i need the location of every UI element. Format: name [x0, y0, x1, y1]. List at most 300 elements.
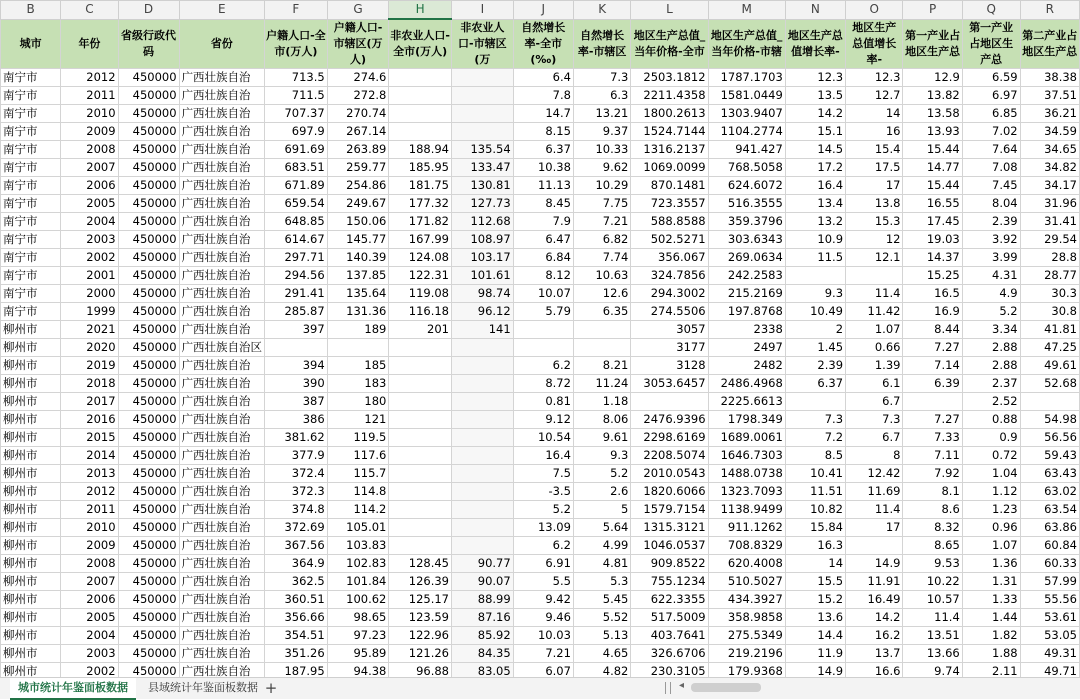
table-cell[interactable]: 381.62 [265, 428, 328, 446]
table-cell[interactable]: 7.33 [903, 428, 962, 446]
table-cell[interactable]: 38.38 [1020, 68, 1079, 86]
table-cell[interactable] [1020, 392, 1079, 410]
table-cell[interactable]: 2021 [61, 320, 118, 338]
table-cell[interactable]: 450000 [118, 104, 179, 122]
table-cell[interactable]: 柳州市 [1, 464, 61, 482]
table-cell[interactable]: 372.69 [265, 518, 328, 536]
table-cell[interactable]: 7.3 [573, 68, 630, 86]
table-cell[interactable]: 219.2196 [708, 644, 785, 662]
table-cell[interactable]: 103.17 [452, 248, 514, 266]
table-cell[interactable] [452, 122, 514, 140]
table-cell[interactable]: 5.3 [573, 572, 630, 590]
table-cell[interactable]: 10.82 [785, 500, 845, 518]
table-cell[interactable]: 180 [327, 392, 389, 410]
table-cell[interactable]: 柳州市 [1, 446, 61, 464]
table-cell[interactable] [452, 446, 514, 464]
table-cell[interactable]: 30.8 [1020, 302, 1079, 320]
table-cell[interactable]: 114.8 [327, 482, 389, 500]
table-cell[interactable]: 7.5 [513, 464, 573, 482]
table-cell[interactable]: 450000 [118, 392, 179, 410]
table-cell[interactable]: 14.4 [785, 626, 845, 644]
table-cell[interactable]: 60.33 [1020, 554, 1079, 572]
table-cell[interactable]: 249.67 [327, 194, 389, 212]
table-cell[interactable]: 2003 [61, 644, 118, 662]
table-cell[interactable]: 1524.7144 [631, 122, 708, 140]
table-cell[interactable]: 5.2 [513, 500, 573, 518]
table-cell[interactable]: 201 [389, 320, 452, 338]
table-cell[interactable]: 397 [265, 320, 328, 338]
table-cell[interactable]: 7.14 [903, 356, 962, 374]
table-cell[interactable]: 34.82 [1020, 158, 1079, 176]
table-cell[interactable]: 6.7 [846, 392, 903, 410]
table-cell[interactable]: 广西壮族自治 [179, 482, 265, 500]
table-cell[interactable]: 450000 [118, 266, 179, 284]
table-cell[interactable]: 柳州市 [1, 374, 61, 392]
table-cell[interactable]: 259.77 [327, 158, 389, 176]
table-cell[interactable]: 广西壮族自治 [179, 176, 265, 194]
table-cell[interactable]: 4.82 [573, 662, 630, 677]
table-cell[interactable]: 6.91 [513, 554, 573, 572]
table-cell[interactable] [452, 68, 514, 86]
table-cell[interactable]: 125.17 [389, 590, 452, 608]
table-cell[interactable]: 15.84 [785, 518, 845, 536]
table-cell[interactable]: 55.56 [1020, 590, 1079, 608]
table-cell[interactable]: 141 [452, 320, 514, 338]
table-cell[interactable]: 2017 [61, 392, 118, 410]
table-cell[interactable]: 11.24 [573, 374, 630, 392]
table-cell[interactable]: 10.41 [785, 464, 845, 482]
table-cell[interactable]: 1646.7303 [708, 446, 785, 464]
table-cell[interactable]: 14.77 [903, 158, 962, 176]
table-cell[interactable]: 88.99 [452, 590, 514, 608]
table-cell[interactable]: 41.81 [1020, 320, 1079, 338]
table-cell[interactable]: 8.1 [903, 482, 962, 500]
table-cell[interactable]: 12.42 [846, 464, 903, 482]
table-cell[interactable]: 广西壮族自治区 [179, 338, 265, 356]
table-cell[interactable]: 广西壮族自治 [179, 626, 265, 644]
table-cell[interactable]: 13.7 [846, 644, 903, 662]
table-cell[interactable]: 12.7 [846, 86, 903, 104]
table-cell[interactable]: 广西壮族自治 [179, 284, 265, 302]
table-cell[interactable]: 2503.1812 [631, 68, 708, 86]
table-cell[interactable]: 14 [785, 554, 845, 572]
table-cell[interactable]: 2338 [708, 320, 785, 338]
table-cell[interactable]: 柳州市 [1, 644, 61, 662]
table-cell[interactable]: 5.79 [513, 302, 573, 320]
table-cell[interactable]: 326.6706 [631, 644, 708, 662]
column-header-o[interactable]: O [846, 1, 903, 20]
table-cell[interactable]: 11.51 [785, 482, 845, 500]
table-cell[interactable]: 502.5271 [631, 230, 708, 248]
table-cell[interactable]: 6.85 [962, 104, 1020, 122]
table-cell[interactable]: 450000 [118, 176, 179, 194]
field-header-cell[interactable]: 非农业人口-市辖区(万 [452, 19, 514, 68]
table-cell[interactable]: 122.31 [389, 266, 452, 284]
table-cell[interactable]: 5.45 [573, 590, 630, 608]
table-cell[interactable]: 10.9 [785, 230, 845, 248]
table-cell[interactable]: 100.62 [327, 590, 389, 608]
table-cell[interactable] [389, 68, 452, 86]
table-cell[interactable]: 南宁市 [1, 194, 61, 212]
table-cell[interactable]: 450000 [118, 302, 179, 320]
table-cell[interactable]: 7.45 [962, 176, 1020, 194]
table-cell[interactable]: 13.51 [903, 626, 962, 644]
table-cell[interactable]: 768.5058 [708, 158, 785, 176]
table-cell[interactable]: 2 [785, 320, 845, 338]
table-cell[interactable]: 63.86 [1020, 518, 1079, 536]
sheet-tab[interactable]: 县域统计年鉴面板数据 [148, 681, 258, 694]
table-cell[interactable]: 11.4 [903, 608, 962, 626]
table-cell[interactable]: 101.61 [452, 266, 514, 284]
table-cell[interactable]: 5.13 [573, 626, 630, 644]
table-cell[interactable]: 17 [846, 176, 903, 194]
table-cell[interactable]: 9.42 [513, 590, 573, 608]
table-cell[interactable]: 1820.6066 [631, 482, 708, 500]
table-cell[interactable]: 9.46 [513, 608, 573, 626]
table-cell[interactable]: 2009 [61, 122, 118, 140]
table-cell[interactable]: 1.04 [962, 464, 1020, 482]
table-cell[interactable]: 269.0634 [708, 248, 785, 266]
table-cell[interactable]: 360.51 [265, 590, 328, 608]
table-cell[interactable]: 450000 [118, 572, 179, 590]
field-header-cell[interactable]: 省份 [179, 19, 265, 68]
table-cell[interactable]: 450000 [118, 518, 179, 536]
table-cell[interactable] [785, 266, 845, 284]
table-cell[interactable] [573, 320, 630, 338]
table-cell[interactable]: 450000 [118, 86, 179, 104]
table-cell[interactable]: 34.59 [1020, 122, 1079, 140]
table-cell[interactable] [513, 320, 573, 338]
table-cell[interactable]: 54.98 [1020, 410, 1079, 428]
table-cell[interactable]: 10.33 [573, 140, 630, 158]
table-cell[interactable]: 16.3 [785, 536, 845, 554]
table-cell[interactable]: 367.56 [265, 536, 328, 554]
table-cell[interactable]: 5.64 [573, 518, 630, 536]
field-header-cell[interactable]: 户籍人口-全市(万人) [265, 19, 328, 68]
column-header-l[interactable]: L [631, 1, 708, 20]
table-cell[interactable]: 6.47 [513, 230, 573, 248]
table-cell[interactable]: 188.94 [389, 140, 452, 158]
table-cell[interactable]: 南宁市 [1, 248, 61, 266]
table-cell[interactable]: 49.71 [1020, 662, 1079, 677]
table-cell[interactable]: 广西壮族自治 [179, 140, 265, 158]
table-cell[interactable]: 63.43 [1020, 464, 1079, 482]
table-cell[interactable]: 135.54 [452, 140, 514, 158]
table-cell[interactable]: 11.4 [846, 500, 903, 518]
table-cell[interactable]: 181.75 [389, 176, 452, 194]
table-cell[interactable]: 广西壮族自治 [179, 302, 265, 320]
table-cell[interactable]: 517.5009 [631, 608, 708, 626]
table-cell[interactable]: 117.6 [327, 446, 389, 464]
table-cell[interactable] [389, 536, 452, 554]
table-cell[interactable]: 2.6 [573, 482, 630, 500]
table-cell[interactable]: 133.47 [452, 158, 514, 176]
table-cell[interactable]: 2.11 [962, 662, 1020, 677]
table-cell[interactable]: 4.99 [573, 536, 630, 554]
field-header-cell[interactable]: 第一产业占地区生产总 [903, 19, 962, 68]
table-cell[interactable]: 85.92 [452, 626, 514, 644]
table-cell[interactable] [389, 446, 452, 464]
table-cell[interactable]: 7.11 [903, 446, 962, 464]
table-cell[interactable]: 1798.349 [708, 410, 785, 428]
table-cell[interactable]: 15.44 [903, 140, 962, 158]
table-cell[interactable]: 30.3 [1020, 284, 1079, 302]
table-cell[interactable]: 3128 [631, 356, 708, 374]
table-cell[interactable]: 185.95 [389, 158, 452, 176]
table-cell[interactable]: 183 [327, 374, 389, 392]
table-cell[interactable]: 450000 [118, 626, 179, 644]
table-cell[interactable]: 620.4008 [708, 554, 785, 572]
column-header-g[interactable]: G [327, 1, 389, 20]
table-cell[interactable]: 广西壮族自治 [179, 104, 265, 122]
column-header-b[interactable]: B [1, 1, 61, 20]
table-cell[interactable]: 29.54 [1020, 230, 1079, 248]
table-cell[interactable]: 450000 [118, 158, 179, 176]
table-cell[interactable]: 112.68 [452, 212, 514, 230]
table-cell[interactable]: 372.3 [265, 482, 328, 500]
table-cell[interactable]: 115.7 [327, 464, 389, 482]
table-cell[interactable]: 2011 [61, 500, 118, 518]
table-cell[interactable]: 2011 [61, 86, 118, 104]
table-cell[interactable]: 123.59 [389, 608, 452, 626]
table-cell[interactable]: 6.39 [903, 374, 962, 392]
table-cell[interactable]: 5.5 [513, 572, 573, 590]
table-cell[interactable]: 7.64 [962, 140, 1020, 158]
table-cell[interactable]: 4.81 [573, 554, 630, 572]
field-header-cell[interactable]: 地区生产总值_当年价格-全市 [631, 19, 708, 68]
table-cell[interactable]: 1046.0537 [631, 536, 708, 554]
table-cell[interactable]: 7.21 [573, 212, 630, 230]
table-cell[interactable] [452, 482, 514, 500]
table-cell[interactable] [846, 536, 903, 554]
column-header-f[interactable]: F [265, 1, 328, 20]
split-handle[interactable] [665, 682, 671, 694]
column-header-q[interactable]: Q [962, 1, 1020, 20]
table-cell[interactable]: 215.2169 [708, 284, 785, 302]
table-cell[interactable]: 450000 [118, 122, 179, 140]
table-cell[interactable]: 广西壮族自治 [179, 662, 265, 677]
table-cell[interactable]: 4.31 [962, 266, 1020, 284]
table-cell[interactable]: 708.8329 [708, 536, 785, 554]
table-cell[interactable]: 南宁市 [1, 68, 61, 86]
table-cell[interactable]: 1.82 [962, 626, 1020, 644]
table-cell[interactable]: 63.02 [1020, 482, 1079, 500]
table-cell[interactable]: 2497 [708, 338, 785, 356]
table-cell[interactable]: 351.26 [265, 644, 328, 662]
table-cell[interactable]: 柳州市 [1, 662, 61, 677]
table-cell[interactable]: 柳州市 [1, 392, 61, 410]
table-cell[interactable]: 450000 [118, 608, 179, 626]
table-cell[interactable]: 广西壮族自治 [179, 212, 265, 230]
scroll-left-icon[interactable]: ◂ [679, 680, 685, 691]
table-cell[interactable]: 2.52 [962, 392, 1020, 410]
table-cell[interactable] [389, 410, 452, 428]
table-cell[interactable]: 广西壮族自治 [179, 644, 265, 662]
table-cell[interactable]: 2001 [61, 266, 118, 284]
column-header-k[interactable]: K [573, 1, 630, 20]
table-cell[interactable]: 516.3555 [708, 194, 785, 212]
table-cell[interactable]: 167.99 [389, 230, 452, 248]
table-cell[interactable]: 7.21 [513, 644, 573, 662]
table-cell[interactable]: 36.21 [1020, 104, 1079, 122]
table-cell[interactable]: 1104.2774 [708, 122, 785, 140]
table-cell[interactable]: 1.45 [785, 338, 845, 356]
table-cell[interactable] [452, 428, 514, 446]
table-cell[interactable] [513, 338, 573, 356]
table-cell[interactable]: 广西壮族自治 [179, 230, 265, 248]
table-cell[interactable]: 13.66 [903, 644, 962, 662]
table-cell[interactable]: 510.5027 [708, 572, 785, 590]
table-cell[interactable] [389, 392, 452, 410]
table-cell[interactable]: 189 [327, 320, 389, 338]
table-cell[interactable]: 364.9 [265, 554, 328, 572]
table-cell[interactable]: 267.14 [327, 122, 389, 140]
table-cell[interactable]: 137.85 [327, 266, 389, 284]
table-cell[interactable] [452, 518, 514, 536]
table-cell[interactable]: 9.61 [573, 428, 630, 446]
table-cell[interactable]: 柳州市 [1, 590, 61, 608]
table-cell[interactable]: 广西壮族自治 [179, 428, 265, 446]
table-cell[interactable]: 450000 [118, 464, 179, 482]
table-cell[interactable]: 622.3355 [631, 590, 708, 608]
table-cell[interactable]: 6.37 [513, 140, 573, 158]
table-cell[interactable] [452, 86, 514, 104]
table-cell[interactable]: 8.21 [573, 356, 630, 374]
table-cell[interactable]: 179.9368 [708, 662, 785, 677]
table-cell[interactable]: 1581.0449 [708, 86, 785, 104]
table-cell[interactable]: 711.5 [265, 86, 328, 104]
table-cell[interactable]: 450000 [118, 230, 179, 248]
table-cell[interactable]: 114.2 [327, 500, 389, 518]
table-cell[interactable] [785, 392, 845, 410]
table-cell[interactable]: 10.22 [903, 572, 962, 590]
table-cell[interactable]: 254.86 [327, 176, 389, 194]
table-cell[interactable]: 2298.6169 [631, 428, 708, 446]
table-cell[interactable]: 294.56 [265, 266, 328, 284]
table-cell[interactable]: 87.16 [452, 608, 514, 626]
table-cell[interactable]: 2006 [61, 176, 118, 194]
table-cell[interactable]: 9.53 [903, 554, 962, 572]
column-header-r[interactable]: R [1020, 1, 1079, 20]
table-cell[interactable]: 19.03 [903, 230, 962, 248]
table-cell[interactable]: 403.7641 [631, 626, 708, 644]
table-cell[interactable]: 6.7 [846, 428, 903, 446]
table-cell[interactable]: 303.6343 [708, 230, 785, 248]
table-cell[interactable]: 柳州市 [1, 428, 61, 446]
table-cell[interactable]: 101.84 [327, 572, 389, 590]
table-cell[interactable]: 59.43 [1020, 446, 1079, 464]
table-cell[interactable]: 12.1 [846, 248, 903, 266]
table-cell[interactable]: 南宁市 [1, 266, 61, 284]
table-cell[interactable]: 387 [265, 392, 328, 410]
table-cell[interactable]: 450000 [118, 500, 179, 518]
table-cell[interactable]: 683.51 [265, 158, 328, 176]
table-cell[interactable]: 3177 [631, 338, 708, 356]
table-cell[interactable]: 755.1234 [631, 572, 708, 590]
table-cell[interactable]: 柳州市 [1, 608, 61, 626]
table-cell[interactable]: 柳州市 [1, 500, 61, 518]
table-cell[interactable]: 450000 [118, 410, 179, 428]
table-cell[interactable]: 624.6072 [708, 176, 785, 194]
table-cell[interactable] [452, 338, 514, 356]
table-cell[interactable] [389, 518, 452, 536]
table-cell[interactable]: 108.97 [452, 230, 514, 248]
table-cell[interactable]: 柳州市 [1, 536, 61, 554]
table-cell[interactable]: 909.8522 [631, 554, 708, 572]
field-header-cell[interactable]: 地区生产总值_当年价格-市辖 [708, 19, 785, 68]
table-cell[interactable]: 1.18 [573, 392, 630, 410]
table-cell[interactable]: 96.88 [389, 662, 452, 677]
table-cell[interactable]: 47.25 [1020, 338, 1079, 356]
table-cell[interactable]: 16.55 [903, 194, 962, 212]
table-cell[interactable]: 9.3 [573, 446, 630, 464]
table-cell[interactable]: 4.65 [573, 644, 630, 662]
table-cell[interactable]: 1.31 [962, 572, 1020, 590]
column-header-e[interactable]: E [179, 1, 265, 20]
table-cell[interactable]: 13.4 [785, 194, 845, 212]
table-cell[interactable]: 2.88 [962, 338, 1020, 356]
table-cell[interactable]: 274.6 [327, 68, 389, 86]
table-cell[interactable]: 8.06 [573, 410, 630, 428]
table-cell[interactable]: 34.17 [1020, 176, 1079, 194]
table-cell[interactable]: 140.39 [327, 248, 389, 266]
table-cell[interactable]: 297.71 [265, 248, 328, 266]
table-cell[interactable]: 6.1 [846, 374, 903, 392]
table-cell[interactable]: 广西壮族自治 [179, 446, 265, 464]
sheet-tab[interactable]: 城市统计年鉴面板数据 [10, 678, 136, 700]
table-cell[interactable]: 659.54 [265, 194, 328, 212]
table-cell[interactable]: 53.61 [1020, 608, 1079, 626]
table-cell[interactable] [452, 104, 514, 122]
table-cell[interactable]: 28.77 [1020, 266, 1079, 284]
table-cell[interactable]: 14.2 [785, 104, 845, 122]
table-cell[interactable]: 14.9 [846, 554, 903, 572]
table-cell[interactable]: 588.8588 [631, 212, 708, 230]
table-cell[interactable]: 450000 [118, 248, 179, 266]
table-cell[interactable]: 11.4 [846, 284, 903, 302]
table-cell[interactable]: 10.29 [573, 176, 630, 194]
table-cell[interactable]: 1138.9499 [708, 500, 785, 518]
table-cell[interactable]: 6.07 [513, 662, 573, 677]
table-cell[interactable]: 870.1481 [631, 176, 708, 194]
table-cell[interactable]: 11.5 [785, 248, 845, 266]
column-header-n[interactable]: N [785, 1, 845, 20]
table-cell[interactable]: 0.66 [846, 338, 903, 356]
table-cell[interactable] [389, 482, 452, 500]
table-cell[interactable]: 197.8768 [708, 302, 785, 320]
table-cell[interactable]: 柳州市 [1, 572, 61, 590]
column-header-p[interactable]: P [903, 1, 962, 20]
table-cell[interactable]: 294.3002 [631, 284, 708, 302]
table-cell[interactable]: 13.5 [785, 86, 845, 104]
table-cell[interactable]: 柳州市 [1, 482, 61, 500]
table-cell[interactable]: 广西壮族自治 [179, 410, 265, 428]
table-cell[interactable]: 柳州市 [1, 410, 61, 428]
column-header-c[interactable]: C [61, 1, 118, 20]
table-cell[interactable]: 95.89 [327, 644, 389, 662]
table-cell[interactable]: 2005 [61, 608, 118, 626]
table-cell[interactable]: 11.42 [846, 302, 903, 320]
table-cell[interactable]: 南宁市 [1, 122, 61, 140]
table-cell[interactable]: 324.7856 [631, 266, 708, 284]
table-cell[interactable]: 10.57 [903, 590, 962, 608]
table-cell[interactable]: 15.5 [785, 572, 845, 590]
table-cell[interactable]: 60.84 [1020, 536, 1079, 554]
table-cell[interactable]: 5.2 [573, 464, 630, 482]
table-cell[interactable]: 2002 [61, 662, 118, 677]
table-cell[interactable]: 97.23 [327, 626, 389, 644]
table-cell[interactable]: 2009 [61, 536, 118, 554]
